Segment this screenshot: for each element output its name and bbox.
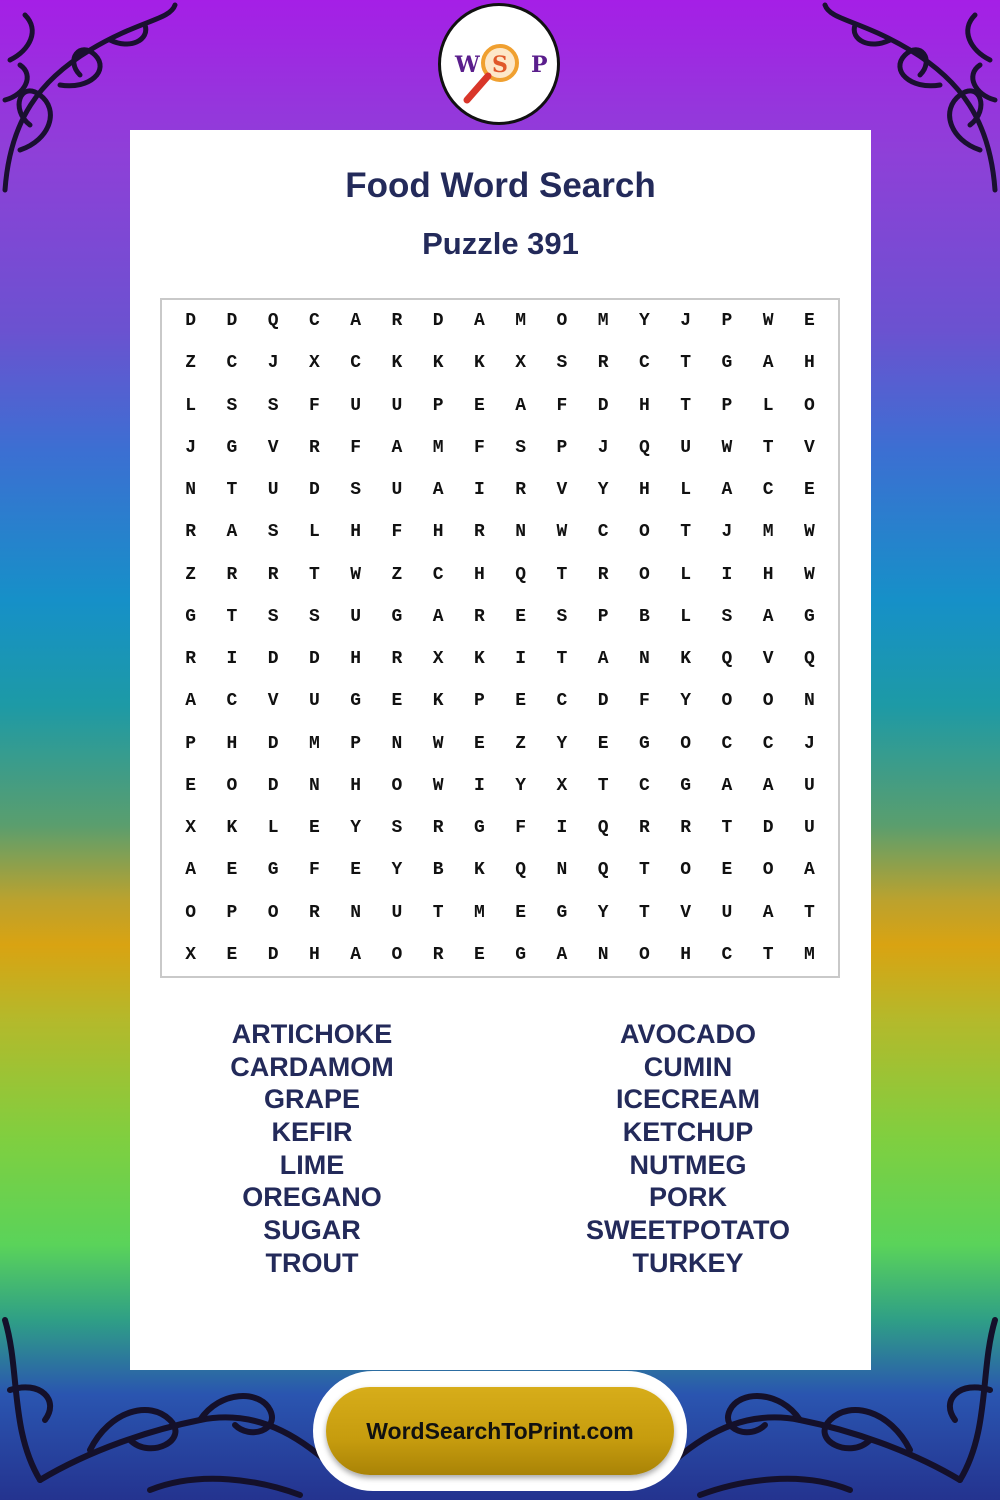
grid-cell[interactable]: Y xyxy=(556,733,568,754)
grid-cell[interactable]: F xyxy=(473,437,485,458)
grid-cell[interactable]: A xyxy=(226,522,238,543)
grid-cell[interactable]: C xyxy=(638,353,650,374)
grid-cell[interactable]: R xyxy=(515,480,527,501)
logo-letter-w: W xyxy=(455,52,480,78)
grid-cell[interactable]: P xyxy=(721,395,733,416)
grid-cell[interactable]: J xyxy=(803,733,815,754)
grid-cell[interactable]: U xyxy=(391,480,403,501)
grid-cell[interactable]: N xyxy=(350,902,362,923)
wsp-logo xyxy=(438,3,560,125)
word-list-item: KEFIR xyxy=(271,1117,353,1148)
grid-cell[interactable]: F xyxy=(638,691,650,712)
grid-cell[interactable]: H xyxy=(473,564,485,585)
grid-cell[interactable]: I xyxy=(556,818,568,839)
grid-cell[interactable]: A xyxy=(721,480,733,501)
grid-cell[interactable]: A xyxy=(350,944,362,965)
grid-cell[interactable]: U xyxy=(803,775,815,796)
grid-cell[interactable]: L xyxy=(267,818,279,839)
grid-cell[interactable]: S xyxy=(226,395,238,416)
grid-cell[interactable]: G xyxy=(680,775,692,796)
grid-cell[interactable]: D xyxy=(267,944,279,965)
word-list-item: NUTMEG xyxy=(629,1149,747,1180)
word-list-item: AVOCADO xyxy=(619,1019,756,1049)
grid-cell[interactable]: G xyxy=(350,691,362,712)
grid-cell[interactable]: M xyxy=(308,733,320,754)
grid-cell[interactable]: G xyxy=(638,733,650,754)
grid-cell[interactable]: E xyxy=(721,860,733,881)
grid-cell[interactable]: U xyxy=(350,606,362,627)
grid-cell[interactable]: P xyxy=(556,437,568,458)
grid-cell[interactable]: E xyxy=(185,775,197,796)
grid-cell[interactable]: O xyxy=(762,860,774,881)
grid-cell[interactable]: F xyxy=(556,395,568,416)
grid-cell[interactable]: O xyxy=(185,902,197,923)
grid-cell[interactable]: E xyxy=(473,733,485,754)
grid-cell[interactable]: O xyxy=(680,733,692,754)
grid-cell[interactable]: O xyxy=(391,944,403,965)
grid-cell[interactable]: W xyxy=(803,564,815,585)
grid-cell[interactable]: A xyxy=(432,480,444,501)
grid-cell[interactable]: T xyxy=(638,860,650,881)
grid-cell[interactable]: F xyxy=(308,860,320,881)
grid-cell[interactable]: L xyxy=(308,522,320,543)
grid-cell[interactable]: T xyxy=(680,522,692,543)
grid-cell[interactable]: R xyxy=(226,564,238,585)
grid-cell[interactable]: V xyxy=(267,437,279,458)
grid-cell[interactable]: A xyxy=(391,437,403,458)
grid-cell[interactable]: D xyxy=(226,311,238,332)
grid-cell[interactable]: Y xyxy=(597,480,609,501)
grid-cell[interactable]: K xyxy=(680,649,692,670)
grid-cell[interactable]: Q xyxy=(267,311,279,332)
grid-cell[interactable]: L xyxy=(680,564,692,585)
word-list-item: CARDAMOM xyxy=(230,1051,394,1082)
grid-cell[interactable]: H xyxy=(432,522,444,543)
grid-cell[interactable]: Q xyxy=(597,860,609,881)
grid-cell[interactable]: Y xyxy=(638,311,650,332)
grid-cell[interactable]: D xyxy=(308,649,320,670)
grid-cell[interactable]: K xyxy=(473,649,485,670)
grid-cell[interactable]: O xyxy=(680,860,692,881)
grid-cell[interactable]: M xyxy=(762,522,774,543)
grid-cell[interactable]: M xyxy=(803,944,815,965)
grid-cell[interactable]: O xyxy=(638,522,650,543)
grid-cell[interactable]: T xyxy=(721,818,733,839)
logo-letter-p: P xyxy=(531,52,548,78)
grid-cell[interactable]: A xyxy=(185,691,197,712)
grid-cell[interactable]: Z xyxy=(515,733,527,754)
grid-cell[interactable]: Y xyxy=(391,860,403,881)
grid-cell[interactable]: A xyxy=(762,775,774,796)
grid-cell[interactable]: V xyxy=(267,691,279,712)
grid-cell[interactable]: R xyxy=(267,564,279,585)
grid-cell[interactable]: C xyxy=(226,353,238,374)
grid-cell[interactable]: H xyxy=(638,480,650,501)
grid-cell[interactable]: D xyxy=(267,775,279,796)
grid-cell[interactable]: P xyxy=(597,606,609,627)
grid-cell[interactable]: T xyxy=(226,606,238,627)
grid-cell[interactable]: Q xyxy=(515,860,527,881)
grid-cell[interactable]: H xyxy=(350,649,362,670)
grid-cell[interactable]: S xyxy=(267,395,279,416)
grid-cell[interactable]: I xyxy=(226,649,238,670)
grid-cell[interactable]: T xyxy=(803,902,815,923)
grid-cell[interactable]: O xyxy=(762,691,774,712)
grid-cell[interactable]: E xyxy=(473,395,485,416)
grid-cell[interactable]: R xyxy=(308,902,320,923)
grid-cell[interactable]: G xyxy=(473,818,485,839)
grid-cell[interactable]: N xyxy=(638,649,650,670)
grid-cell[interactable]: G xyxy=(721,353,733,374)
grid-cell[interactable]: K xyxy=(226,818,238,839)
word-list-item: KETCHUP xyxy=(622,1117,754,1148)
grid-cell[interactable]: J xyxy=(267,353,279,374)
grid-cell[interactable]: O xyxy=(226,775,238,796)
grid-cell[interactable]: R xyxy=(391,311,403,332)
grid-cell[interactable]: H xyxy=(680,944,692,965)
grid-cell[interactable]: E xyxy=(226,860,238,881)
grid-cell[interactable]: D xyxy=(267,733,279,754)
grid-cell[interactable]: D xyxy=(185,311,197,332)
grid-cell[interactable]: R xyxy=(597,564,609,585)
grid-cell[interactable]: T xyxy=(226,480,238,501)
grid-cell[interactable]: L xyxy=(680,606,692,627)
grid-cell[interactable]: S xyxy=(308,606,320,627)
grid-cell[interactable]: R xyxy=(597,353,609,374)
word-list-item: TROUT xyxy=(265,1247,359,1278)
grid-cell[interactable]: J xyxy=(597,437,609,458)
grid-cell[interactable]: T xyxy=(762,944,774,965)
grid-cell[interactable]: R xyxy=(473,606,485,627)
grid-cell[interactable]: O xyxy=(638,564,650,585)
grid-cell[interactable]: H xyxy=(350,775,362,796)
grid-cell[interactable]: B xyxy=(638,606,650,627)
grid-cell[interactable]: D xyxy=(308,480,320,501)
puzzle-card xyxy=(130,130,871,1370)
grid-cell[interactable]: T xyxy=(556,649,568,670)
grid-cell[interactable]: M xyxy=(515,311,527,332)
word-list-left xyxy=(130,1018,494,1280)
grid-cell[interactable]: N xyxy=(391,733,403,754)
grid-cell[interactable]: T xyxy=(680,395,692,416)
grid-cell[interactable]: Y xyxy=(515,775,527,796)
grid-cell[interactable]: C xyxy=(432,564,444,585)
grid-cell[interactable]: U xyxy=(350,395,362,416)
grid-cell[interactable]: L xyxy=(185,395,197,416)
grid-cell[interactable]: X xyxy=(432,649,444,670)
grid-cell[interactable]: I xyxy=(473,775,485,796)
grid-cell[interactable]: Y xyxy=(350,818,362,839)
grid-cell[interactable]: M xyxy=(432,437,444,458)
grid-cell[interactable]: F xyxy=(391,522,403,543)
grid-cell[interactable]: A xyxy=(597,649,609,670)
grid-cell[interactable]: D xyxy=(597,395,609,416)
word-list-right xyxy=(500,1018,876,1280)
grid-cell[interactable]: K xyxy=(473,860,485,881)
grid-cell[interactable]: W xyxy=(762,311,774,332)
grid-cell[interactable]: G xyxy=(515,944,527,965)
grid-cell[interactable]: N xyxy=(515,522,527,543)
grid-cell[interactable]: T xyxy=(308,564,320,585)
grid-cell[interactable]: E xyxy=(515,606,527,627)
grid-cell[interactable]: P xyxy=(226,902,238,923)
grid-cell[interactable]: G xyxy=(556,902,568,923)
grid-cell[interactable]: S xyxy=(515,437,527,458)
grid-cell[interactable]: R xyxy=(185,522,197,543)
grid-cell[interactable]: A xyxy=(432,606,444,627)
grid-cell[interactable]: I xyxy=(515,649,527,670)
grid-cell[interactable]: R xyxy=(473,522,485,543)
grid-cell[interactable]: S xyxy=(391,818,403,839)
grid-cell[interactable]: V xyxy=(762,649,774,670)
grid-cell[interactable]: W xyxy=(432,733,444,754)
grid-cell[interactable]: C xyxy=(762,733,774,754)
grid-cell[interactable]: H xyxy=(350,522,362,543)
grid-cell[interactable]: N xyxy=(308,775,320,796)
grid-cell[interactable]: W xyxy=(803,522,815,543)
grid-cell[interactable]: A xyxy=(185,860,197,881)
grid-cell[interactable]: H xyxy=(803,353,815,374)
grid-cell[interactable]: U xyxy=(308,691,320,712)
grid-cell[interactable]: Q xyxy=(803,649,815,670)
logo-letter-s: S xyxy=(492,52,508,78)
grid-cell[interactable]: K xyxy=(391,353,403,374)
grid-cell[interactable]: N xyxy=(597,944,609,965)
grid-cell[interactable]: Z xyxy=(185,353,197,374)
grid-cell[interactable]: Y xyxy=(597,902,609,923)
grid-cell[interactable]: S xyxy=(556,353,568,374)
grid-cell[interactable]: D xyxy=(432,311,444,332)
grid-cell[interactable]: U xyxy=(391,395,403,416)
grid-cell[interactable]: T xyxy=(762,437,774,458)
grid-cell[interactable]: C xyxy=(597,522,609,543)
grid-cell[interactable]: N xyxy=(803,691,815,712)
grid-cell[interactable]: X xyxy=(308,353,320,374)
grid-cell[interactable]: P xyxy=(721,311,733,332)
word-list-item: LIME xyxy=(279,1149,345,1180)
grid-cell[interactable]: W xyxy=(721,437,733,458)
grid-cell[interactable]: U xyxy=(391,902,403,923)
grid-cell[interactable]: Q xyxy=(515,564,527,585)
grid-cell[interactable]: W xyxy=(350,564,362,585)
grid-cell[interactable]: A xyxy=(762,353,774,374)
grid-cell[interactable]: C xyxy=(638,775,650,796)
grid-cell[interactable]: L xyxy=(762,395,774,416)
grid-cell[interactable]: E xyxy=(803,480,815,501)
grid-cell[interactable]: Q xyxy=(721,649,733,670)
grid-cell[interactable]: R xyxy=(308,437,320,458)
grid-cell[interactable]: A xyxy=(556,944,568,965)
grid-cell[interactable]: X xyxy=(556,775,568,796)
grid-cell[interactable]: E xyxy=(515,691,527,712)
grid-cell[interactable]: R xyxy=(185,649,197,670)
grid-cell[interactable]: I xyxy=(721,564,733,585)
grid-cell[interactable]: S xyxy=(721,606,733,627)
word-list-item: SWEETPOTATO xyxy=(585,1215,790,1246)
page-title: Food Word Search xyxy=(345,166,656,205)
grid-cell[interactable]: O xyxy=(803,395,815,416)
grid-cell[interactable]: D xyxy=(267,649,279,670)
grid-cell[interactable]: R xyxy=(432,818,444,839)
grid-cell[interactable]: O xyxy=(391,775,403,796)
grid-cell[interactable]: E xyxy=(597,733,609,754)
grid-cell[interactable]: T xyxy=(432,902,444,923)
grid-cell[interactable]: M xyxy=(473,902,485,923)
grid-cell[interactable]: U xyxy=(267,480,279,501)
grid-cell[interactable]: N xyxy=(185,480,197,501)
grid-cell[interactable]: A xyxy=(473,311,485,332)
grid-cell[interactable]: W xyxy=(556,522,568,543)
grid-cell[interactable]: H xyxy=(226,733,238,754)
grid-cell[interactable]: C xyxy=(721,733,733,754)
grid-cell[interactable]: C xyxy=(308,311,320,332)
grid-cell[interactable]: T xyxy=(597,775,609,796)
grid-cell[interactable]: D xyxy=(597,691,609,712)
grid-cell[interactable]: D xyxy=(762,818,774,839)
grid-cell[interactable]: F xyxy=(515,818,527,839)
grid-cell[interactable]: G xyxy=(267,860,279,881)
grid-cell[interactable]: N xyxy=(556,860,568,881)
grid-cell[interactable]: E xyxy=(226,944,238,965)
grid-cell[interactable]: M xyxy=(597,311,609,332)
grid-cell[interactable]: E xyxy=(473,944,485,965)
grid-cell[interactable]: E xyxy=(308,818,320,839)
grid-cell[interactable]: C xyxy=(762,480,774,501)
grid-cell[interactable]: R xyxy=(680,818,692,839)
grid-cell[interactable]: T xyxy=(638,902,650,923)
grid-cell[interactable]: T xyxy=(556,564,568,585)
word-list-item: PORK xyxy=(648,1182,727,1213)
grid-cell[interactable]: T xyxy=(680,353,692,374)
grid-cell[interactable]: O xyxy=(638,944,650,965)
grid-cell[interactable]: X xyxy=(515,353,527,374)
grid-cell[interactable]: B xyxy=(432,860,444,881)
letter-grid xyxy=(160,298,840,978)
word-list-item: TURKEY xyxy=(632,1247,744,1278)
puzzle-number: Puzzle 391 xyxy=(422,226,579,261)
grid-cell[interactable]: O xyxy=(721,691,733,712)
grid-cell[interactable]: X xyxy=(185,818,197,839)
grid-cell[interactable]: H xyxy=(762,564,774,585)
grid-cell[interactable]: E xyxy=(803,311,815,332)
grid-cell[interactable]: Z xyxy=(185,564,197,585)
grid-cell[interactable]: C xyxy=(226,691,238,712)
word-list-item: SUGAR xyxy=(263,1215,361,1246)
grid-cell[interactable]: V xyxy=(803,437,815,458)
grid-cell[interactable]: G xyxy=(185,606,197,627)
word-list-item: OREGANO xyxy=(242,1182,382,1213)
grid-cell[interactable]: S xyxy=(267,522,279,543)
grid-cell[interactable]: R xyxy=(391,649,403,670)
grid-cell[interactable]: R xyxy=(432,944,444,965)
grid-cell[interactable]: H xyxy=(638,395,650,416)
grid-cell[interactable]: S xyxy=(350,480,362,501)
grid-cell[interactable]: A xyxy=(762,902,774,923)
grid-cell[interactable]: C xyxy=(721,944,733,965)
grid-cell[interactable]: V xyxy=(556,480,568,501)
grid-cell[interactable]: O xyxy=(556,311,568,332)
grid-cell[interactable]: J xyxy=(185,437,197,458)
grid-cell[interactable]: O xyxy=(267,902,279,923)
grid-cell[interactable]: P xyxy=(473,691,485,712)
grid-cell[interactable]: U xyxy=(803,818,815,839)
grid-cell[interactable]: F xyxy=(350,437,362,458)
grid-cell[interactable]: C xyxy=(350,353,362,374)
grid-cell[interactable]: U xyxy=(680,437,692,458)
grid-cell[interactable]: A xyxy=(515,395,527,416)
grid-cell[interactable]: G xyxy=(391,606,403,627)
grid-cell[interactable]: I xyxy=(473,480,485,501)
grid-cell[interactable]: E xyxy=(350,860,362,881)
grid-cell[interactable]: A xyxy=(803,860,815,881)
grid-cell[interactable]: A xyxy=(721,775,733,796)
grid-cell[interactable]: K xyxy=(432,691,444,712)
word-list-item: ICECREAM xyxy=(615,1084,760,1115)
grid-cell[interactable]: H xyxy=(308,944,320,965)
grid-cell[interactable]: P xyxy=(432,395,444,416)
grid-cell[interactable]: J xyxy=(721,522,733,543)
grid-cell[interactable]: E xyxy=(391,691,403,712)
grid-cell[interactable]: G xyxy=(803,606,815,627)
grid-cell[interactable]: Q xyxy=(597,818,609,839)
grid-cell[interactable]: F xyxy=(308,395,320,416)
grid-cell[interactable]: C xyxy=(556,691,568,712)
grid-cell[interactable]: W xyxy=(432,775,444,796)
grid-cell[interactable]: A xyxy=(350,311,362,332)
grid-cell[interactable]: S xyxy=(556,606,568,627)
grid-cell[interactable]: U xyxy=(721,902,733,923)
grid-cell[interactable]: Y xyxy=(680,691,692,712)
word-list-item: CUMIN xyxy=(643,1051,733,1082)
grid-cell[interactable]: L xyxy=(680,480,692,501)
grid-cell[interactable]: S xyxy=(267,606,279,627)
website-link-button[interactable]: WordSearchToPrint.com xyxy=(326,1387,674,1475)
grid-cell[interactable]: R xyxy=(638,818,650,839)
grid-cell[interactable]: J xyxy=(680,311,692,332)
grid-cell[interactable]: K xyxy=(473,353,485,374)
grid-cell[interactable]: K xyxy=(432,353,444,374)
grid-cell[interactable]: X xyxy=(185,944,197,965)
word-list-item: ARTICHOKE xyxy=(231,1019,393,1049)
grid-cell[interactable]: V xyxy=(680,902,692,923)
grid-cell[interactable]: Z xyxy=(391,564,403,585)
grid-cell[interactable]: Q xyxy=(638,437,650,458)
grid-cell[interactable]: G xyxy=(226,437,238,458)
grid-cell[interactable]: E xyxy=(515,902,527,923)
grid-cell[interactable]: A xyxy=(762,606,774,627)
word-list-item: GRAPE xyxy=(263,1084,361,1115)
grid-cell[interactable]: P xyxy=(350,733,362,754)
grid-cell[interactable]: P xyxy=(185,733,197,754)
